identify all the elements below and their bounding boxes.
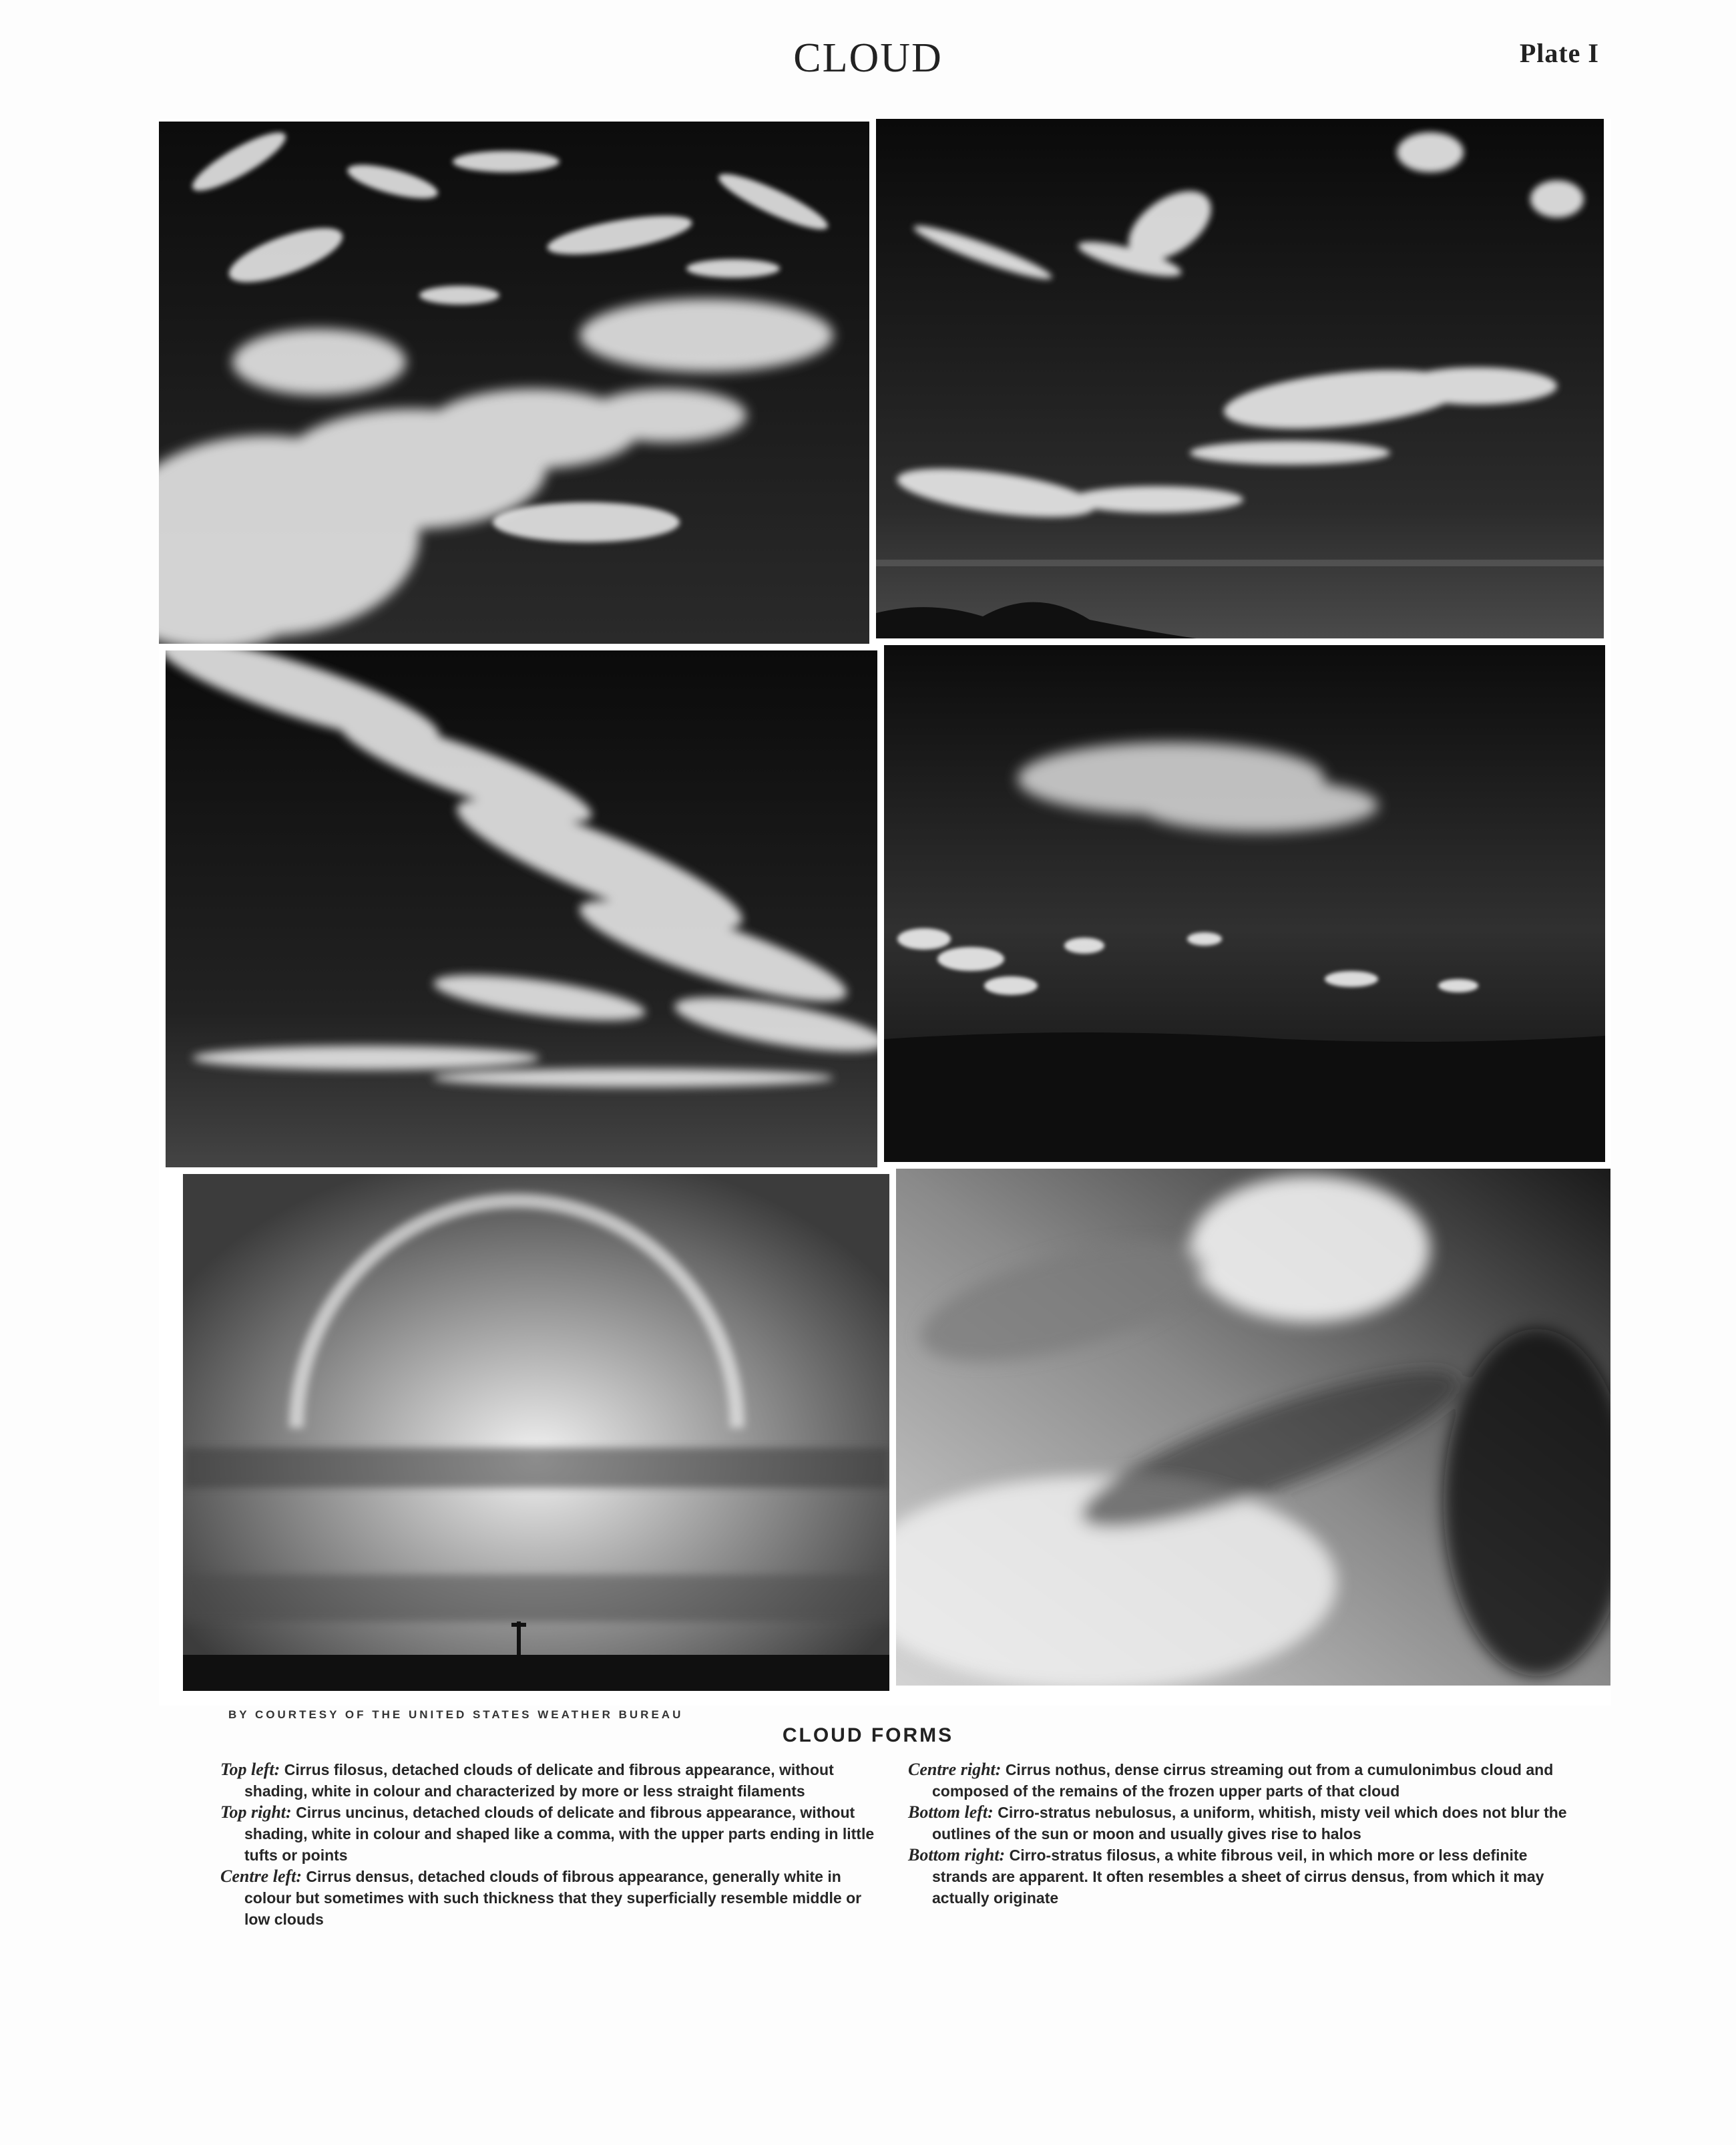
caption-text: Cirrus densus, detached clouds of fibrous appearance, generally white in colour but sometimes with such thickness that they superficially resemble middle or low clouds [244, 1868, 862, 1928]
cirro-stratus-nebulosus-photo [183, 1174, 889, 1691]
plate-label: Plate I [1519, 38, 1599, 68]
caption-text: Cirrus filosus, detached clouds of delicate and fibrous appearance, without shading, white in colour and characterized by more or less straight filaments [244, 1761, 834, 1800]
caption-key: Centre right: [908, 1760, 1002, 1779]
caption-top-right [220, 1802, 875, 1866]
caption-top-left [220, 1759, 875, 1802]
caption-text: Cirrus nothus, dense cirrus streaming out from a cumulonimbus cloud and composed of the remains of the frozen upper parts of that cloud [932, 1761, 1554, 1800]
caption-centre-left [220, 1866, 875, 1930]
page-title: CLOUD [793, 35, 943, 81]
photo-top-right [876, 119, 1604, 638]
photo-credit: BY COURTESY OF THE UNITED STATES WEATHER BUREAU [228, 1708, 684, 1721]
captions-right-column [908, 1759, 1569, 1909]
photo-bottom-left [183, 1174, 889, 1691]
caption-key: Bottom right: [908, 1845, 1006, 1865]
caption-text: Cirro-stratus nebulosus, a uniform, whitish, misty veil which does not blur the outlines of the sun or moon and usually gives rise to halos [932, 1804, 1567, 1842]
photo-bottom-right [896, 1169, 1610, 1686]
photo-grid [159, 119, 1611, 1706]
caption-text: Cirro-stratus filosus, a white fibrous veil, in which more or less definite strands are apparent. It often resembles a sheet of cirrus densus, from which it may actually originate [932, 1846, 1544, 1907]
photo-centre-right [884, 645, 1605, 1162]
caption-key: Top left: [220, 1760, 280, 1779]
caption-heading: CLOUD FORMS [782, 1724, 954, 1746]
caption-key: Top right: [220, 1802, 292, 1822]
cirrus-nothus-photo [884, 645, 1605, 1162]
caption-key: Bottom left: [908, 1802, 994, 1822]
caption-bottom-right [908, 1844, 1569, 1909]
caption-centre-right [908, 1759, 1569, 1802]
caption-text: Cirrus uncinus, detached clouds of delicate and fibrous appearance, without shading, white in colour and shaped like a comma, with the upper parts ending in little tufts or points [244, 1804, 875, 1864]
cirrus-filosus-photo [159, 122, 869, 644]
captions-left-column [220, 1759, 875, 1930]
cirro-stratus-filosus-photo [896, 1169, 1610, 1686]
cirrus-uncinus-photo [876, 119, 1604, 638]
photo-centre-left [166, 650, 877, 1167]
photo-top-left [159, 122, 869, 644]
caption-bottom-left [908, 1802, 1569, 1844]
caption-key: Centre left: [220, 1867, 302, 1886]
cirrus-densus-photo [166, 650, 877, 1167]
